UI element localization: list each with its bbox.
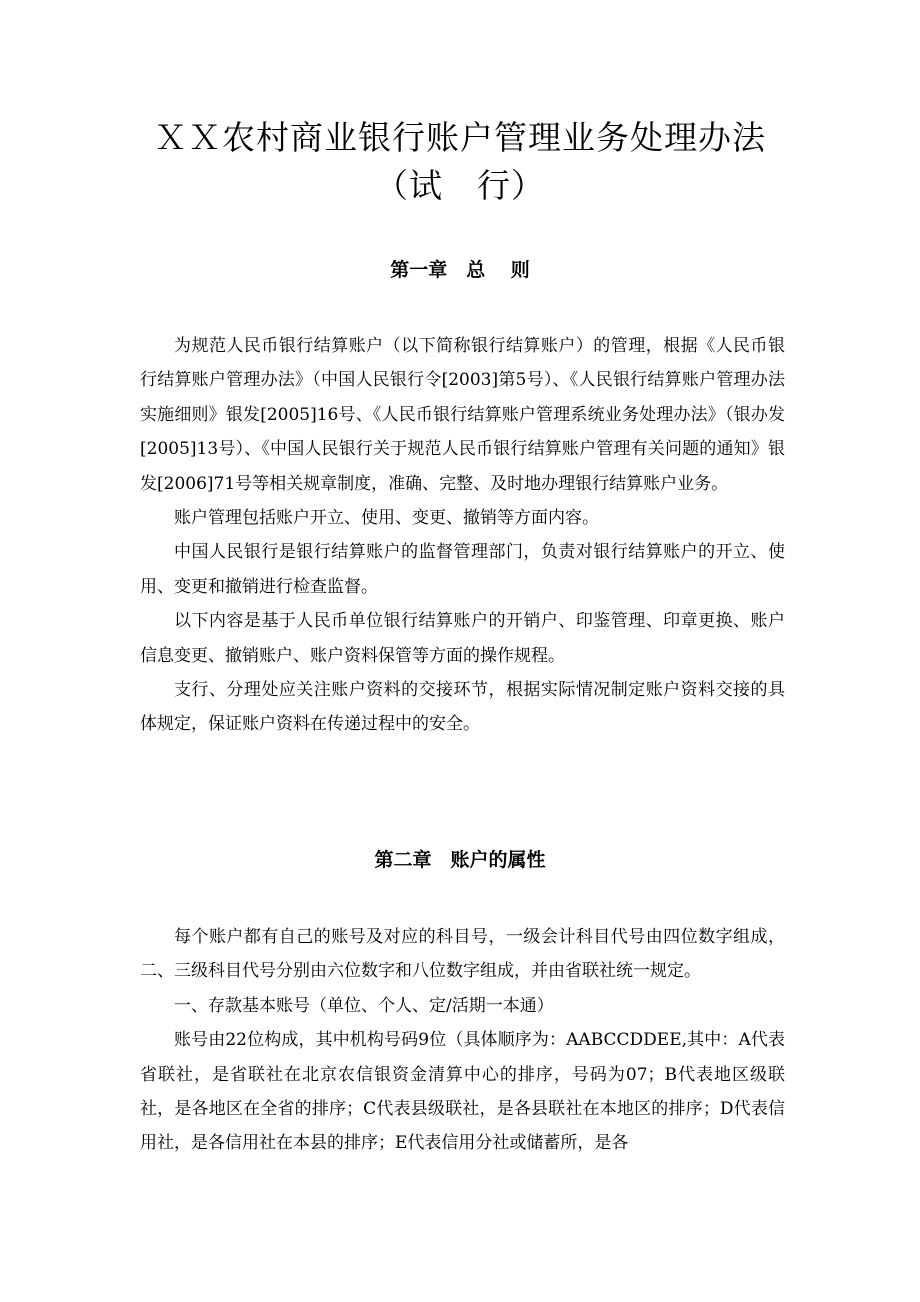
paragraph: 账号由22位构成，其中机构号码9位（具体顺序为：AABCCDDEE,其中：A代表省联社，是省联社在北京农信银资金清算中心的排序，号码为07；B代表地区级联社，是各地区在全省的排序；C代表县级联社，是各县联社在本地区的排序；D代表信用社，是各信用社在本县的排序；E代表信用分社或储蓄所，是各 xyxy=(140,1030,785,1154)
chapter-2-heading: 第二章 账户的属性 xyxy=(374,849,546,871)
paragraph: 一、存款基本账号（单位、个人、定/活期一本通） xyxy=(174,995,554,1016)
paragraph: 以下内容是基于人民币单位银行结算账户的开销户、印鉴管理、印章更换、账户信息变更、撤销账户、账户资料保管等方面的操作规程。 xyxy=(140,611,785,666)
chapter-1-heading: 第一章 总 则 xyxy=(390,259,530,281)
paragraph: 中国人民银行是银行结算账户的监督管理部门，负责对银行结算账户的开立、使用、变更和撤销进行检查监督。 xyxy=(140,542,785,597)
document-title: ＸＸ农村商业银行账户管理业务处理办法 xyxy=(154,118,766,157)
paragraph: 账户管理包括账户开立、使用、变更、撤销等方面内容。 xyxy=(174,508,599,529)
paragraph: 支行、分理处应关注账户资料的交接环节，根据实际情况制定账户资料交接的具体规定，保证账户资料在传递过程中的安全。 xyxy=(140,680,785,735)
document-subtitle-trial: （试 行） xyxy=(375,166,545,205)
paragraph: 每个账户都有自己的账号及对应的科目号，一级会计科目代号由四位数字组成，二、三级科目代号分别由六位数字和八位数字组成，并由省联社统一规定。 xyxy=(140,927,785,982)
chapter-2-body xyxy=(140,920,785,1161)
chapter-1-body xyxy=(140,329,785,742)
paragraph: 为规范人民币银行结算账户（以下简称银行结算账户）的管理，根据《人民币银行结算账户管理办法》（中国人民银行令[2003]第5号）、《人民银行结算账户管理办法实施细则》银发[2005]16号、《人民币银行结算账户管理系统业务处理办法》（银办发[2005]13号）、《中国人民银行关于规范人民币银行结算账户管理有关问题的通知》银发[2006]71号等相关规章制度，准确、完整、及时地办理银行结算账户业务。 xyxy=(140,336,785,494)
